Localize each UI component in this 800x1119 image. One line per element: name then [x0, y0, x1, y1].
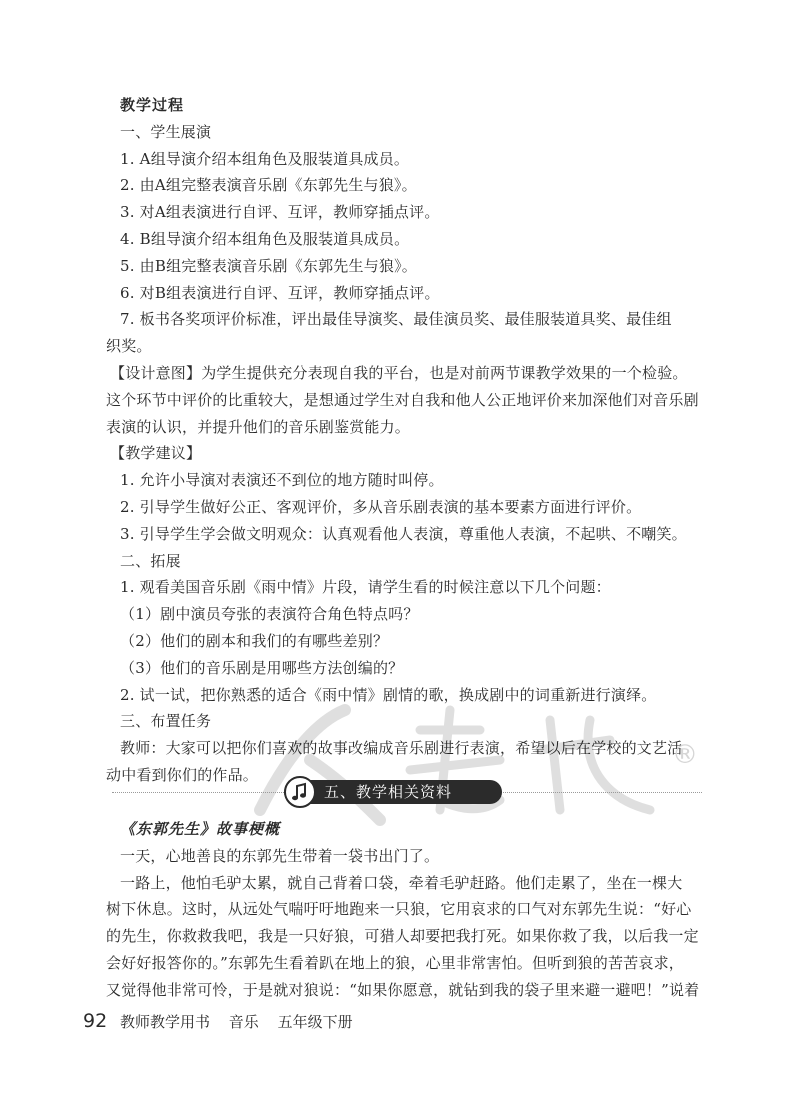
page-footer [83, 1010, 367, 1032]
page-number: 92 [83, 1010, 108, 1032]
music-note-icon [284, 776, 316, 808]
suggestion-item: 3. 引导学生学会做文明观众：认真观看他人表演，尊重他人表演，不起哄、不嘲笑。 [120, 524, 687, 543]
story-line: 一天，心地善良的东郭先生带着一袋书出门了。 [120, 846, 440, 865]
design-intent-line: 【设计意图】为学生提供充分表现自我的平台，也是对前两节课教学效果的一个检验。 [110, 363, 688, 382]
list-item: 4. B组导演介绍本组角色及服装道具成员。 [120, 229, 410, 248]
list-item: （1）剧中演员夸张的表演符合角色特点吗？ [120, 605, 419, 624]
section-banner [112, 780, 702, 804]
task-line: 教师：大家可以把你们喜欢的故事改编成音乐剧进行表演，希望以后在学校的文艺活 [120, 739, 683, 758]
list-item: 1. 观看美国音乐剧《雨中情》片段，请学生看的时候注意以下几个问题： [120, 578, 611, 597]
section-banner-label: 五、教学相关资料 [284, 780, 502, 804]
publisher-watermark [250, 690, 670, 830]
suggestion-item: 2. 引导学生做好公正、客观评价，多从音乐剧表演的基本要素方面进行评价。 [120, 497, 642, 516]
list-item: 2. 试一试，把你熟悉的适合《雨中情》剧情的歌，换成剧中的词重新进行演绎。 [120, 685, 657, 704]
story-line: 会好好报答你的。”东郭先生看着趴在地上的狼，心里非常害怕。但听到狼的苦苦哀求， [106, 953, 684, 972]
list-item: 6. 对B组表演进行自评、互评，教师穿插点评。 [120, 283, 440, 302]
list-item: （3）他们的音乐剧是用哪些方法创编的？ [120, 658, 404, 677]
task-line: 动中看到你们的作品。 [106, 765, 259, 784]
story-line: 树下休息。这时，从远处气喘吁吁地跑来一只狼，它用哀求的口气对东郭先生说：“好心 [106, 900, 692, 919]
suggestion-item: 1. 允许小导演对表演还不到位的地方随时叫停。 [120, 471, 444, 490]
subsection-title-2: 二、拓展 [120, 551, 181, 570]
story-section [106, 816, 702, 1004]
list-item: 2. 由A组完整表演音乐剧《东郭先生与狼》。 [120, 176, 417, 195]
list-item: （2）他们的剧本和我们的有哪些差别？ [120, 631, 389, 650]
teaching-process-section [106, 92, 702, 789]
registered-mark: ® [672, 740, 698, 770]
section-heading: 教学过程 [120, 96, 185, 114]
list-item: 7. 板书各奖项评价标准，评出最佳导演奖、最佳演员奖、最佳服装道具奖、最佳组 [120, 310, 672, 329]
design-intent-line: 表演的认识，并提升他们的音乐剧鉴赏能力。 [106, 417, 411, 436]
grade-label: 五年级下册 [277, 1013, 353, 1031]
story-line: 又觉得他非常可怜，于是就对狼说：“如果你愿意，就钻到我的袋子里来避一避吧！”说着 [106, 980, 700, 999]
list-item: 5. 由B组完整表演音乐剧《东郭先生与狼》。 [120, 256, 418, 275]
design-intent-line: 这个环节中评价的比重较大，是想通过学生对自我和他人公正地评价来加深他们对音乐剧 [106, 390, 699, 409]
story-line: 的先生，你救救我吧，我是一只好狼，可猎人却要把我打死。如果你救了我，以后我一定 [106, 927, 699, 946]
story-title: 《东郭先生》故事梗概 [120, 820, 281, 838]
list-item: 3. 对A组表演进行自评、互评，教师穿插点评。 [120, 203, 440, 222]
story-line: 一路上，他怕毛驴太累，就自己背着口袋，牵着毛驴赶路。他们走累了，坐在一棵大 [120, 873, 683, 892]
subsection-title-1: 一、学生展演 [120, 122, 212, 141]
list-item: 1. A组导演介绍本组角色及服装道具成员。 [120, 149, 410, 168]
list-item-continued: 织奖。 [106, 337, 152, 356]
subject-label: 音乐 [228, 1013, 259, 1031]
book-title: 教师教学用书 [119, 1013, 210, 1031]
subsection-title-3: 三、布置任务 [120, 712, 212, 731]
suggestion-title: 【教学建议】 [110, 444, 202, 463]
